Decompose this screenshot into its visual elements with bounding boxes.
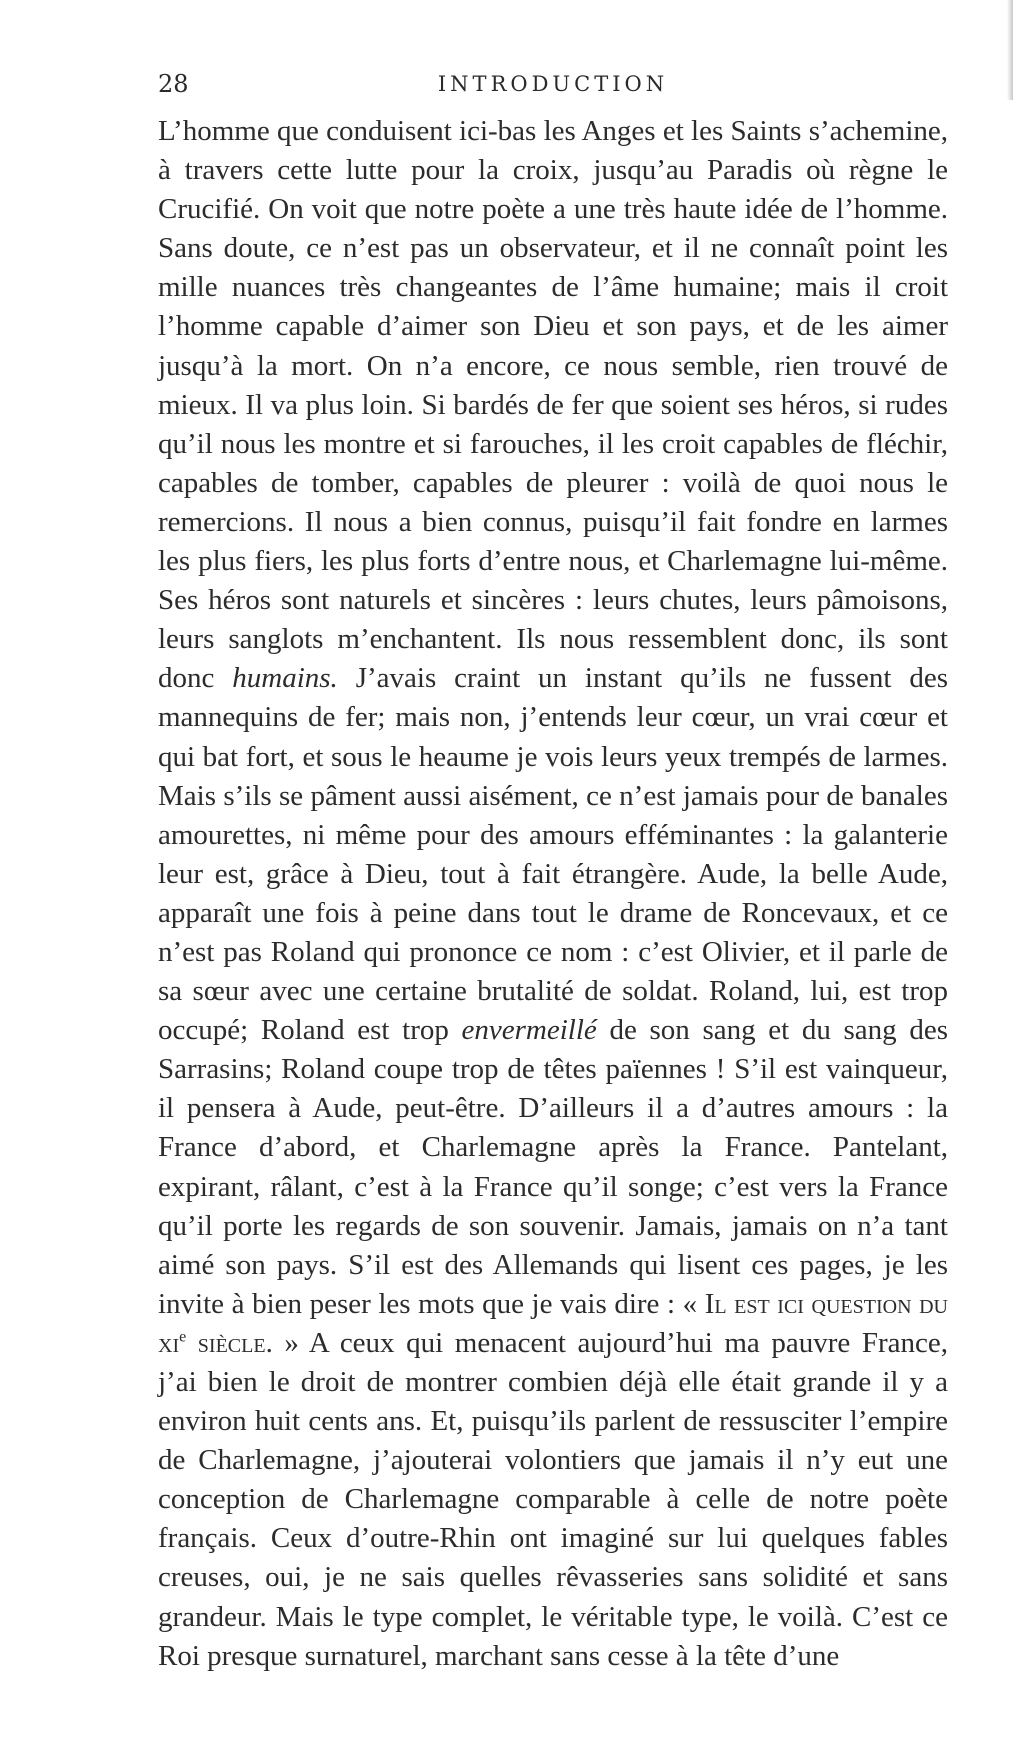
text-run: » A ceux qui menacent aujourd’hui ma pauvre France, j’ai bien le droit de montrer combien déjà elle était grande il y a environ huit cents ans. Et, puisqu’ils parlent de ressusciter l’empire de Charlemagne, j’ajouterai volontiers que jamais il n’y eut une conception de Charlemagne comparable à celle de notre poète français. Ceux d’outre-Rhin ont imaginé sur lui quelques fables creuses, oui, je ne sais quelles rêvasseries sans solidité et sans grandeur. Mais le type complet, le véritable type, le voilà. C’est ce Roi presque surnaturel, marchant sans cesse à la tête d’une: [158, 1326, 948, 1672]
superscript: e: [179, 1328, 187, 1346]
page-number: 28: [158, 70, 189, 98]
italic-word: humains.: [232, 662, 338, 695]
page-edge-shadow: [1007, 0, 1013, 100]
running-head: INTRODUCTION: [437, 72, 669, 96]
small-caps-quote: siècle.: [186, 1326, 273, 1359]
text-run: J’avais craint un instant qu’ils ne fussent des mannequins de fer; mais non, j’entends leur cœur, un vrai cœur et qui bat fort, et sous le heaume je vois leurs yeux trempés de larmes. Mais s’ils se pâment aussi aisément, ce n’est jamais pour de banales amourettes, ni même pour des amours efféminantes : la galanterie leur est, grâce à Dieu, tout à fait étrangère. Aude, la belle Aude, apparaît une fois à peine dans tout le drame de Roncevaux, et ce n’est pas Roland qui prononce ce nom : c’est Olivier, et il parle de sa sœur avec une certaine brutalité de soldat. Roland, lui, est trop occupé; Roland est trop: [158, 662, 948, 1047]
text-run: de son sang et du sang des Sarrasins; Roland coupe trop de têtes païennes ! S’il est vainqueur, il pensera à Aude, peut-être. D’ailleurs il a d’autres amours : la France d’abord, et Charlemagne après la France. Pantelant, expirant, râlant, c’est à la France qu’il songe; c’est vers la France qu’il porte les regards de son souvenir. Jamais, jamais on n’a tant aimé son pays. S’il est des Allemands qui lisent ces pages, je les invite à bien peser les mots que je vais dire : «: [158, 1014, 948, 1320]
text-run: L’homme que conduisent ici-bas les Anges et les Saints s’achemine, à travers cette lutte pour la croix, jusqu’au Paradis où règne le Crucifié. On voit que notre poète a une très haute idée de l’homme. Sans doute, ce n’est pas un observateur, et il ne connaît point les mille nuances très changeantes de l’âme humaine; mais il croit l’homme capable d’aimer son Dieu et son pays, et de les aimer jusqu’à la mort. On n’a encore, ce nous semble, rien trouvé de mieux. Il va plus loin. Si bardés de fer que soient ses héros, si rudes qu’il nous les montre et si farouches, il les croit capables de fléchir, capables de tomber, capables de pleurer : voilà de quoi nous le remercions. Il nous a bien connus, puisqu’il fait fondre en larmes les plus fiers, les plus forts d’entre nous, et Charlemagne lui-même. Ses héros sont naturels et sincères : leurs chutes, leurs pâmoisons, leurs sanglots m’enchantent. Ils nous ressemblent donc, ils sont donc: [158, 115, 948, 695]
italic-word: envermeillé: [461, 1014, 597, 1047]
page-header: [158, 70, 948, 102]
small-caps-quote: Il est ici question du xi: [158, 1287, 948, 1359]
paragraph: [158, 112, 948, 1676]
body-text: [158, 112, 948, 1676]
